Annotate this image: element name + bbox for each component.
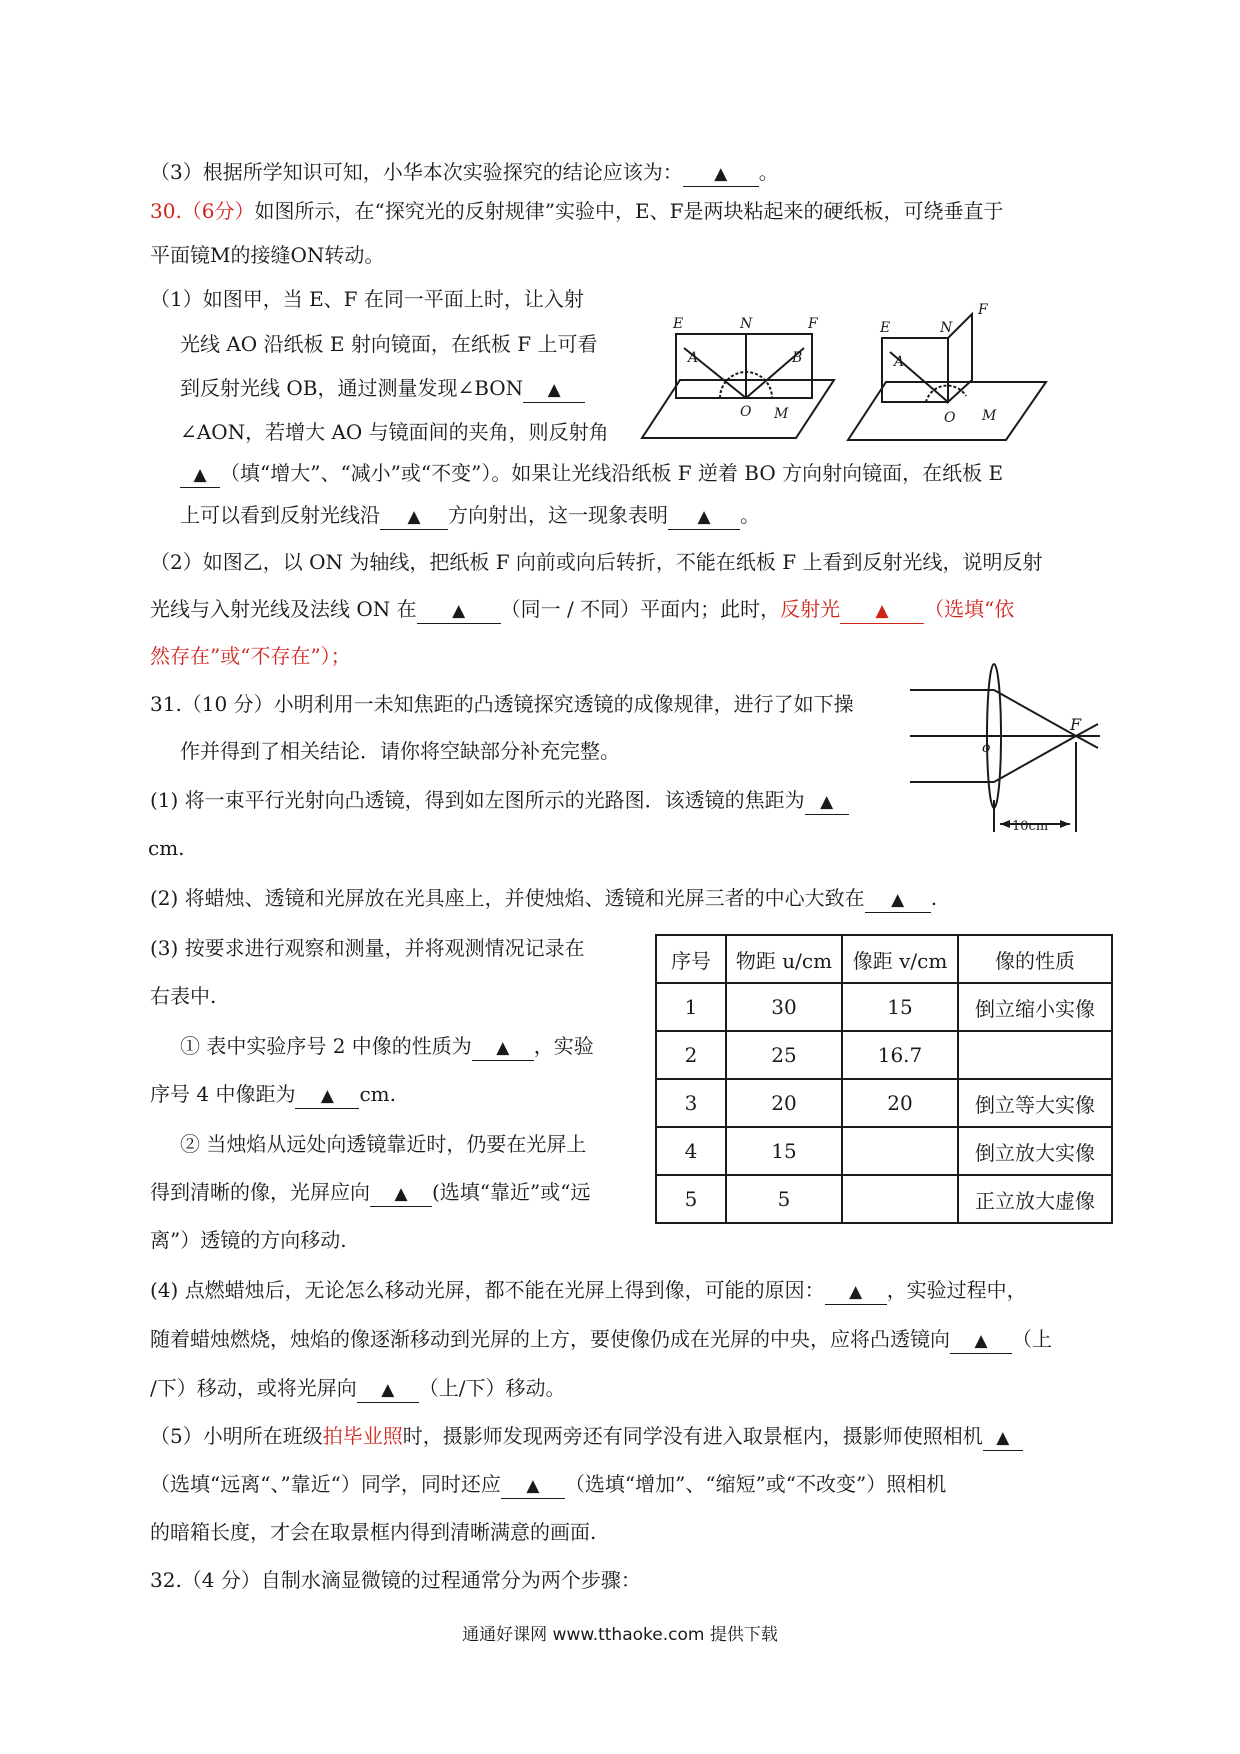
q30-p1-line6: 上可以看到反射光线沿 ▲ 方向射出，这一现象表明 ▲ 。 [180,501,760,530]
q30-p1-line5: ▲ （填“增大”、“减小”或“不变”）。如果让光线沿纸板 F 逆着 BO 方向射向镜面，在纸板 E [180,459,1003,488]
table-cell: 4 [656,1127,726,1175]
table-row [656,983,1112,1031]
table-cell: 15 [726,1127,842,1175]
q31-s2-line3: 离”）透镜的方向移动. [150,1228,347,1252]
table-cell: 20 [726,1079,842,1127]
q30-p2-line2: 光线与入射光线及法线 ON 在 ▲ （同一 / 不同）平面内；此时，反射光 ▲ （选填“依 [150,595,1014,624]
answer-blank[interactable]: ▲ [840,597,924,624]
q30-intro-line2: 平面镜M的接缝ON转动。 [150,243,385,267]
q31-s2-line2: 得到清晰的像，光屏应向 ▲ (选填“靠近”或“远 [150,1178,590,1207]
table-cell: 16.7 [842,1031,958,1079]
q30-intro-line1: 30.（6分）如图所示，在“探究光的反射规律”实验中，E、F是两块粘起来的硬纸板，可绕垂直于 [150,199,1004,223]
table-cell [842,1127,958,1175]
label-o-yi: O [944,410,956,426]
answer-blank[interactable]: ▲ [683,160,759,187]
q31-intro-line2: 作并得到了相关结论．请你将空缺部分补充完整。 [180,739,620,763]
label-n-jia: N [740,316,753,332]
label-e-yi: E [880,320,891,336]
answer-blank[interactable]: ▲ [472,1034,534,1061]
table-row [656,1079,1112,1127]
table-cell: 15 [842,983,958,1031]
observation-table [655,934,1113,1224]
table-cell: 倒立缩小实像 [958,983,1112,1031]
label-lens-center: o [982,740,991,756]
label-e-jia: E [673,316,684,332]
table-cell [842,1175,958,1223]
q31-p5-line3: 的暗箱长度，才会在取景框内得到清晰满意的画面. [150,1520,597,1544]
table-cell [958,1031,1112,1079]
label-m-jia: M [774,406,789,422]
col-header-index: 序号 [656,935,726,983]
q30-p1-line1: （1）如图甲，当 E、F 在同一平面上时，让入射 [150,287,584,311]
q30-p1-line2: 光线 AO 沿纸板 E 射向镜面，在纸板 F 上可看 [180,332,598,356]
label-focal-distance: 10cm [1012,819,1049,834]
answer-blank[interactable]: ▲ [370,1180,432,1207]
q31-p3-line1: (3) 按要求进行观察和测量，并将观测情况记录在 [150,936,585,960]
q32-line: 32.（4 分）自制水滴显微镜的过程通常分为两个步骤： [150,1568,641,1592]
answer-blank[interactable]: ▲ [950,1327,1012,1354]
q31-p1: (1) 将一束平行光射向凸透镜，得到如左图所示的光路图．该透镜的焦距为 ▲ [150,786,849,815]
table-row [656,1031,1112,1079]
q31-p4-line1: (4) 点燃蜡烛后，无论怎么移动光屏，都不能在光屏上得到像，可能的原因： ▲ ，实验过程中， [150,1276,1027,1305]
label-focus: F [1070,715,1082,734]
mirror-base-jia [642,380,834,438]
q31-p5-line2: （选填“远离“、”靠近“）同学，同时还应 ▲ （选填“增加”、“缩短”或“不改变”）照相机 [150,1470,946,1499]
label-f-yi: F [978,302,988,318]
answer-blank[interactable]: ▲ [501,1472,565,1499]
q31-s1-line2: 序号 4 中像距为 ▲ cm. [150,1080,396,1109]
q31-p2: (2) 将蜡烛、透镜和光屏放在光具座上，并使烛焰、透镜和光屏三者的中心大致在 ▲ . [150,884,937,913]
q30-p2-line1: （2）如图乙，以 ON 为轴线，把纸板 F 向前或向后转折，不能在纸板 F 上看到反射光线，说明反射 [150,550,1043,574]
label-o-jia: O [740,404,752,420]
q31-p1-unit: cm. [148,836,185,860]
q31-intro-line1: 31.（10 分）小明利用一未知焦距的凸透镜探究透镜的成像规律，进行了如下操 [150,692,854,716]
q31-p3-line2: 右表中. [150,984,217,1008]
label-m-yi: M [982,408,997,424]
answer-blank[interactable]: ▲ [983,1424,1023,1451]
label-a-yi: A [894,354,905,370]
q31-s2-line1: ② 当烛焰从远处向透镜靠近时，仍要在光屏上 [180,1132,587,1156]
table-cell: 20 [842,1079,958,1127]
table-cell: 倒立等大实像 [958,1079,1112,1127]
label-a-jia: A [688,350,699,366]
label-b-jia: B [792,350,803,366]
table-cell: 3 [656,1079,726,1127]
q31-s1-line1: ① 表中实验序号 2 中像的性质为 ▲ ，实验 [180,1032,594,1061]
table-row [656,1127,1112,1175]
answer-blank[interactable]: ▲ [805,788,849,815]
answer-blank[interactable]: ▲ [295,1082,359,1109]
table-cell: 倒立放大实像 [958,1127,1112,1175]
page-footer: 通通好课网 www.tthaoke.com 提供下载 [462,1625,778,1645]
table-cell: 正立放大虚像 [958,1175,1112,1223]
answer-blank[interactable]: ▲ [180,461,220,488]
q30-p1-line3: 到反射光线 OB，通过测量发现∠BON ▲ [180,374,585,403]
table-row [656,1175,1112,1223]
answer-blank[interactable]: ▲ [417,597,501,624]
label-n-yi: N [940,320,953,336]
label-f-jia: F [808,316,818,332]
answer-blank[interactable]: ▲ [357,1376,419,1403]
convex-lens-diagram [910,660,1110,836]
table-cell: 1 [656,983,726,1031]
answer-blank[interactable]: ▲ [380,503,448,530]
table-cell: 5 [656,1175,726,1223]
q30-p1-line4: ∠AON，若增大 AO 与镜面间的夹角，则反射角 [180,420,609,444]
answer-blank[interactable]: ▲ [865,886,931,913]
q29-part3: （3）根据所学知识可知，小华本次实验探究的结论应该为： ▲ 。 [150,158,779,187]
answer-blank[interactable]: ▲ [825,1278,887,1305]
col-header-image-nature: 像的性质 [958,935,1112,983]
table-cell: 5 [726,1175,842,1223]
table-header-row [656,935,1112,983]
reflection-figures [640,300,1060,448]
q31-p5-line1: （5）小明所在班级拍毕业照时，摄影师发现两旁还有同学没有进入取景框内，摄影师使照相机 ▲ [150,1422,1023,1451]
q31-p4-line2: 随着蜡烛燃烧，烛焰的像逐渐移动到光屏的上方，要使像仍成在光屏的中央，应将凸透镜向 ▲ （上 [150,1325,1052,1354]
answer-blank[interactable]: ▲ [523,376,585,403]
q30-p2-line3: 然存在”或“不存在”）； [150,644,351,668]
table-cell: 2 [656,1031,726,1079]
col-header-object-distance: 物距 u/cm [726,935,842,983]
col-header-image-distance: 像距 v/cm [842,935,958,983]
q31-p4-line3: /下）移动，或将光屏向 ▲ （上/下）移动。 [150,1374,566,1403]
table-cell: 25 [726,1031,842,1079]
table-cell: 30 [726,983,842,1031]
answer-blank[interactable]: ▲ [668,503,740,530]
